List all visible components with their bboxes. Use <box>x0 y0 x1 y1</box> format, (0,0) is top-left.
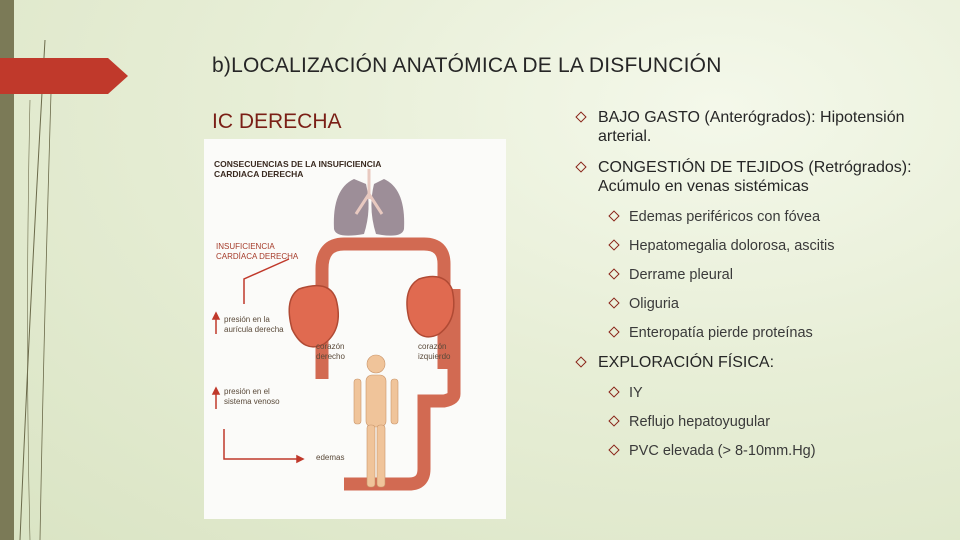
diamond-bullet-icon <box>575 111 586 122</box>
insufficiency-label-line2: CARDÍACA DERECHA <box>216 252 299 261</box>
bullet-item <box>553 108 943 146</box>
right-heart <box>289 286 338 347</box>
title-accent-arrow <box>0 58 128 94</box>
slide-title: b)LOCALIZACIÓN ANATÓMICA DE LA DISFUNCIÓN <box>212 54 722 77</box>
venous-pressure-label <box>224 387 280 407</box>
diamond-bullet-icon <box>575 356 586 367</box>
diamond-bullet-icon <box>608 210 619 221</box>
left-heart-label-line2: izquierdo <box>418 352 451 361</box>
bullet-item <box>553 158 943 196</box>
diamond-bullet-icon <box>608 297 619 308</box>
diamond-bullet-icon <box>608 444 619 455</box>
diamond-bullet-icon <box>575 161 586 172</box>
slide-subtitle: IC DERECHA <box>212 110 342 133</box>
diamond-bullet-icon <box>608 415 619 426</box>
bullet-item <box>553 384 943 402</box>
bullet-text: BAJO GASTO (Anterógrados): Hipotensión arterial. <box>598 109 905 145</box>
diamond-bullet-icon <box>608 326 619 337</box>
diagram-heading <box>214 159 381 179</box>
bullet-text: EXPLORACIÓN FÍSICA: <box>598 354 775 371</box>
bullet-text: Reflujo hepatoyugular <box>629 414 771 430</box>
heart-failure-diagram <box>204 139 506 519</box>
diagram-heading-line1: CONSECUENCIAS DE LA INSUFICIENCIA <box>214 159 382 169</box>
insufficiency-label-line1: INSUFICIENCIA <box>216 242 275 251</box>
atrium-pressure-line1: presión en la <box>224 315 270 324</box>
bullet-item <box>553 237 943 255</box>
atrium-pressure-label <box>224 315 284 335</box>
bullet-item <box>553 266 943 284</box>
bullet-text: Derrame pleural <box>629 267 733 283</box>
bullet-item <box>553 413 943 431</box>
bullet-text: PVC elevada (> 8-10mm.Hg) <box>629 443 816 459</box>
bullet-list <box>553 108 943 471</box>
bullet-text: CONGESTIÓN DE TEJIDOS (Retrógrados): Acúmulo en venas sistémicas <box>598 159 912 195</box>
insufficiency-label <box>216 242 298 262</box>
bullet-text: Oliguria <box>629 296 679 312</box>
diagram-heading-line2: CARDIACA DERECHA <box>214 169 304 179</box>
right-heart-label <box>316 342 345 362</box>
left-lung <box>334 179 369 236</box>
bullet-item <box>553 324 943 342</box>
left-heart-label <box>418 342 450 362</box>
diamond-bullet-icon <box>608 386 619 397</box>
bullet-text: Hepatomegalia dolorosa, ascitis <box>629 238 835 254</box>
human-figure <box>354 355 398 487</box>
atrium-pressure-line2: aurícula derecha <box>224 325 284 334</box>
venous-pressure-line2: sistema venoso <box>224 397 280 406</box>
bullet-text: Edemas periféricos con fóvea <box>629 209 821 225</box>
edema-label: edemas <box>316 453 345 462</box>
diamond-bullet-icon <box>608 268 619 279</box>
bullet-item <box>553 295 943 313</box>
right-heart-label-line2: derecho <box>316 352 345 361</box>
bullet-item <box>553 353 943 372</box>
pressure-arrows <box>213 259 303 462</box>
bullet-text: IY <box>629 385 643 401</box>
diamond-bullet-icon <box>608 239 619 250</box>
venous-pressure-line1: presión en el <box>224 387 270 396</box>
bullet-item <box>553 442 943 460</box>
right-heart-label-line1: corazón <box>316 342 345 351</box>
bullet-text: Enteropatía pierde proteínas <box>629 325 813 341</box>
left-heart-label-line1: corazón <box>418 342 447 351</box>
bullet-item <box>553 208 943 226</box>
